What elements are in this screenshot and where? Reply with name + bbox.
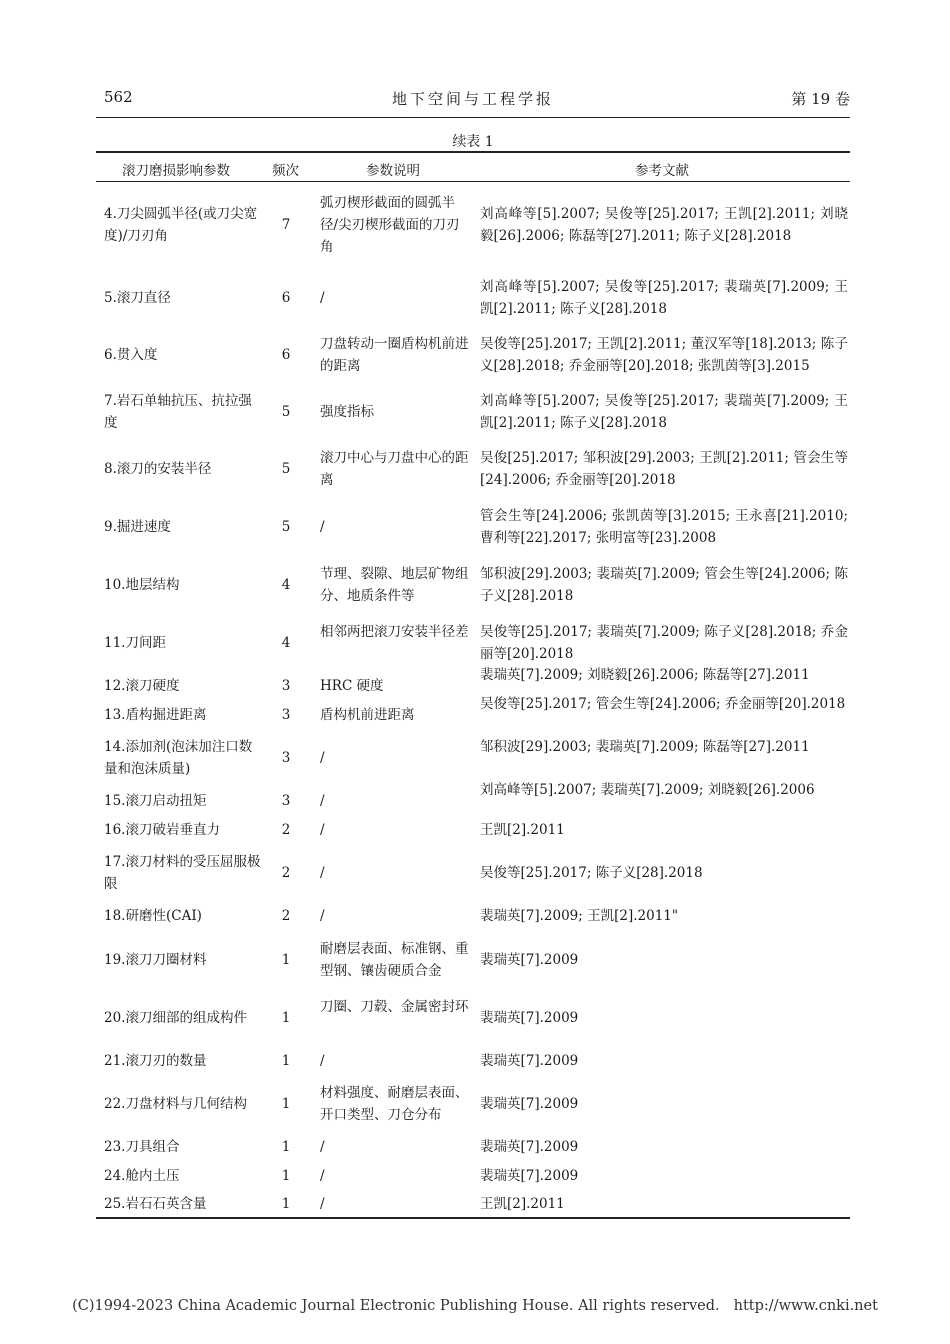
column-header-references: 参考文献 [635, 163, 689, 179]
page-number: 562 [104, 88, 133, 106]
references-cell: 管会生等[24].2006; 张凯茵等[3].2015; 王永喜[21].2010; 曹利等[22].2017; 张明富等[23].2008 [480, 508, 848, 546]
description-cell: 材料强度、耐磨层表面、开口类型、刀仓分布 [320, 1085, 469, 1123]
running-header [96, 88, 850, 112]
param-cell: 21.滚刀刃的数量 [104, 1053, 207, 1069]
param-cell: 10.地层结构 [104, 577, 180, 593]
param-cell: 25.岩石石英含量 [104, 1196, 207, 1212]
frequency-cell: 7 [281, 217, 291, 233]
description-cell: / [320, 1196, 325, 1212]
param-cell: 5.滚刀直径 [104, 290, 171, 306]
references-cell: 裴瑞英[7].2009 [480, 1010, 579, 1026]
param-cell: 24.舱内土压 [104, 1168, 180, 1184]
param-cell: 11.刀间距 [104, 635, 166, 651]
description-cell: / [320, 750, 325, 766]
description-cell: / [320, 822, 325, 838]
column-header-param: 滚刀磨损影响参数 [122, 163, 230, 179]
frequency-cell: 5 [281, 461, 291, 477]
frequency-cell: 4 [281, 635, 291, 651]
param-cell: 15.滚刀启动扭矩 [104, 793, 207, 809]
frequency-cell: 1 [281, 1053, 291, 1069]
references-cell: 邹积波[29].2003; 裴瑞英[7].2009; 陈磊等[27].2011 [480, 739, 810, 755]
frequency-cell: 1 [281, 1010, 291, 1026]
param-cell: 14.添加剂(泡沫加注口数量和泡沫质量) [104, 739, 253, 777]
references-cell: 王凯[2].2011 [480, 1196, 565, 1212]
references-cell: 吴俊等[25].2017; 陈子义[28].2018 [480, 865, 703, 881]
description-cell: / [320, 1168, 325, 1184]
references-cell: 裴瑞英[7].2009 [480, 952, 579, 968]
param-cell: 19.滚刀刀圈材料 [104, 952, 207, 968]
frequency-cell: 1 [281, 1139, 291, 1155]
description-cell: 相邻两把滚刀安装半径差 [320, 624, 469, 640]
frequency-cell: 1 [281, 1196, 291, 1212]
references-cell: 刘高峰等[5].2007; 吴俊等[25].2017; 裴瑞英[7].2009; 王凯[2].2011; 陈子义[28].2018 [480, 393, 848, 431]
frequency-cell: 6 [281, 290, 291, 306]
param-cell: 18.研磨性(CAI) [104, 908, 202, 924]
description-cell: 强度指标 [320, 404, 374, 420]
references-cell: 裴瑞英[7].2009 [480, 1139, 579, 1155]
description-cell: HRC 硬度 [320, 678, 384, 694]
description-cell: / [320, 865, 325, 881]
param-cell: 16.滚刀破岩垂直力 [104, 822, 220, 838]
description-cell: / [320, 290, 325, 306]
frequency-cell: 2 [281, 822, 291, 838]
description-cell: 刀盘转动一圈盾构机前进的距离 [320, 336, 469, 374]
param-cell: 22.刀盘材料与几何结构 [104, 1096, 247, 1112]
description-cell: 弧刃楔形截面的圆弧半径/尖刃楔形截面的刀刃角 [320, 195, 460, 255]
frequency-cell: 1 [281, 952, 291, 968]
references-cell: 裴瑞英[7].2009 [480, 1053, 579, 1069]
references-cell: 刘高峰等[5].2007; 吴俊等[25].2017; 裴瑞英[7].2009; 王凯[2].2011; 陈子义[28].2018 [480, 279, 848, 317]
param-cell: 7.岩石单轴抗压、抗拉强度 [104, 393, 252, 431]
description-cell: 滚刀中心与刀盘中心的距离 [320, 450, 469, 488]
frequency-cell: 3 [281, 707, 291, 723]
description-cell: 耐磨层表面、标准钢、重型钢、镶齿硬质合金 [320, 941, 469, 979]
copyright-text: (C)1994-2023 China Academic Journal Electronic Publishing House. All rights reserved. [72, 1298, 720, 1314]
header-rule [96, 117, 850, 118]
description-cell: 刀圈、刀毂、金属密封环 [320, 999, 469, 1015]
table-bottom-rule [96, 1217, 850, 1219]
frequency-cell: 4 [281, 577, 291, 593]
references-cell: 吴俊等[25].2017; 裴瑞英[7].2009; 陈子义[28].2018; 乔金丽等[20].2018 [480, 624, 848, 662]
references-cell: 裴瑞英[7].2009 [480, 1168, 579, 1184]
column-header-frequency: 频次 [272, 163, 299, 179]
column-header-description: 参数说明 [366, 163, 420, 179]
copyright-footer [0, 1298, 950, 1314]
frequency-cell: 3 [281, 750, 291, 766]
table-caption: 续表 1 [452, 134, 494, 150]
param-cell: 6.贯入度 [104, 347, 158, 363]
references-cell: 邹积波[29].2003; 裴瑞英[7].2009; 管会生等[24].2006; 陈子义[28].2018 [480, 566, 848, 604]
param-cell: 9.掘进速度 [104, 519, 171, 535]
description-cell: 节理、裂隙、地层矿物组分、地质条件等 [320, 566, 469, 604]
references-cell: 裴瑞英[7].2009; 王凯[2].2011" [480, 908, 679, 924]
description-cell: / [320, 1053, 325, 1069]
references-cell: 吴俊等[25].2017; 王凯[2].2011; 董汉军等[18].2013; 陈子义[28].2018; 乔金丽等[20].2018; 张凯茵等[3].2015 [480, 336, 848, 374]
website-link[interactable]: http://www.cnki.net [733, 1298, 878, 1314]
description-cell: / [320, 793, 325, 809]
table-header-rule [96, 181, 850, 182]
references-cell: 刘高峰等[5].2007; 吴俊等[25].2017; 王凯[2].2011; 刘晓毅[26].2006; 陈磊等[27].2011; 陈子义[28].2018 [480, 206, 848, 244]
frequency-cell: 3 [281, 793, 291, 809]
description-cell: / [320, 1139, 325, 1155]
frequency-cell: 5 [281, 519, 291, 535]
param-cell: 12.滚刀硬度 [104, 678, 180, 694]
references-cell: 裴瑞英[7].2009 [480, 1096, 579, 1112]
description-cell: 盾构机前进距离 [320, 707, 415, 723]
frequency-cell: 1 [281, 1168, 291, 1184]
frequency-cell: 1 [281, 1096, 291, 1112]
param-cell: 8.滚刀的安装半径 [104, 461, 212, 477]
frequency-cell: 5 [281, 404, 291, 420]
frequency-cell: 3 [281, 678, 291, 694]
table-top-rule [96, 151, 850, 153]
references-cell: 吴俊[25].2017; 邹积波[29].2003; 王凯[2].2011; 管会生等[24].2006; 乔金丽等[20].2018 [480, 450, 848, 488]
param-cell: 17.滚刀材料的受压屈服极限 [104, 854, 261, 892]
param-cell: 20.滚刀细部的组成构件 [104, 1010, 247, 1026]
param-cell: 4.刀尖圆弧半径(或刀尖宽度)/刀刃角 [104, 206, 258, 244]
volume-label: 第 19 卷 [791, 90, 850, 108]
references-cell: 刘高峰等[5].2007; 裴瑞英[7].2009; 刘晓毅[26].2006 [480, 782, 815, 798]
frequency-cell: 2 [281, 865, 291, 881]
frequency-cell: 2 [281, 908, 291, 924]
param-cell: 13.盾构掘进距离 [104, 707, 207, 723]
frequency-cell: 6 [281, 347, 291, 363]
references-cell: 裴瑞英[7].2009; 刘晓毅[26].2006; 陈磊等[27].2011 [480, 667, 810, 683]
description-cell: / [320, 519, 325, 535]
param-cell: 23.刀具组合 [104, 1139, 180, 1155]
journal-title: 地下空间与工程学报 [391, 90, 554, 108]
description-cell: / [320, 908, 325, 924]
references-cell: 王凯[2].2011 [480, 822, 565, 838]
references-cell: 吴俊等[25].2017; 管会生等[24].2006; 乔金丽等[20].2018 [480, 696, 846, 712]
